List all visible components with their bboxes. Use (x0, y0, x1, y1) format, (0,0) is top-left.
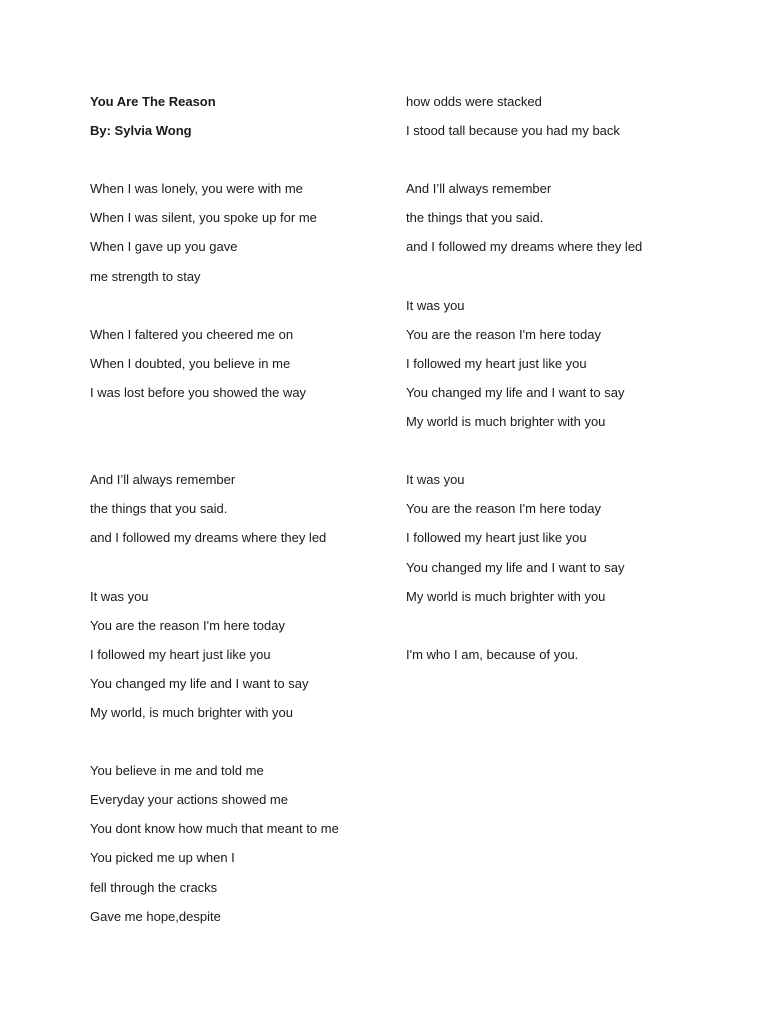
poem-line: You are the reason I'm here today (406, 326, 601, 342)
poem-line: I followed my heart just like you (90, 646, 271, 662)
poem-line: It was you (406, 472, 465, 488)
left-column (90, 92, 420, 936)
stanza-gap (406, 150, 736, 179)
poem-line: You changed my life and I want to say (406, 559, 625, 575)
stanza-gap (90, 732, 420, 761)
stanza-gap (90, 441, 420, 470)
stanza-gap (406, 441, 736, 470)
poem-line: And I’ll always remember (406, 181, 552, 197)
stanza-gap (90, 296, 420, 325)
poem-line: My world is much brighter with you (406, 414, 606, 430)
poem-line: and I followed my dreams where they led (90, 530, 327, 546)
poem-line: me strength to stay (90, 268, 201, 284)
poem-line: When I was lonely, you were with me (90, 181, 303, 197)
poem-line: You believe in me and told me (90, 763, 264, 779)
stanza-gap (406, 267, 736, 296)
poem-line: the things that you said. (90, 501, 228, 517)
poem-line: I followed my heart just like you (406, 355, 587, 371)
poem-line: You dont know how much that meant to me (90, 821, 339, 837)
poem-line: Gave me hope,despite (90, 908, 221, 924)
poem-line: My world, is much brighter with you (90, 704, 294, 720)
poem-line: and I followed my dreams where they led (406, 239, 643, 255)
right-column-lines (406, 92, 736, 674)
poem-line: It was you (406, 297, 465, 313)
right-column (406, 92, 736, 674)
poem-line: When I was silent, you spoke up for me (90, 210, 317, 226)
poem-line: And I’ll always remember (90, 472, 236, 488)
poem-byline: By: Sylvia Wong (90, 123, 192, 139)
left-column-lines (90, 179, 420, 935)
poem-line: I was lost before you showed the way (90, 384, 307, 400)
poem-line: When I gave up you gave (90, 239, 238, 255)
poem-line: You changed my life and I want to say (90, 675, 309, 691)
poem-line: Everyday your actions showed me (90, 792, 288, 808)
poem-line: the things that you said. (406, 210, 544, 226)
stanza-gap (90, 558, 420, 587)
poem-line: It was you (90, 588, 149, 604)
poem-line: I followed my heart just like you (406, 530, 587, 546)
poem-line: fell through the cracks (90, 879, 218, 895)
poem-line: You are the reason I'm here today (406, 501, 601, 517)
stanza-gap (90, 150, 420, 179)
stanza-gap (406, 616, 736, 645)
poem-line: I'm who I am, because of you. (406, 646, 579, 662)
poem-line: You are the reason I'm here today (90, 617, 285, 633)
poem-line: You picked me up when I (90, 850, 235, 866)
poem-line: You changed my life and I want to say (406, 384, 625, 400)
poem-line: I stood tall because you had my back (406, 123, 620, 139)
poem-title: You Are The Reason (90, 94, 216, 109)
poem-line: When I doubted, you believe in me (90, 355, 291, 371)
poem-line: When I faltered you cheered me on (90, 326, 294, 342)
poem-line: My world is much brighter with you (406, 588, 606, 604)
stanza-gap (90, 412, 420, 441)
poem-line: how odds were stacked (406, 94, 542, 109)
